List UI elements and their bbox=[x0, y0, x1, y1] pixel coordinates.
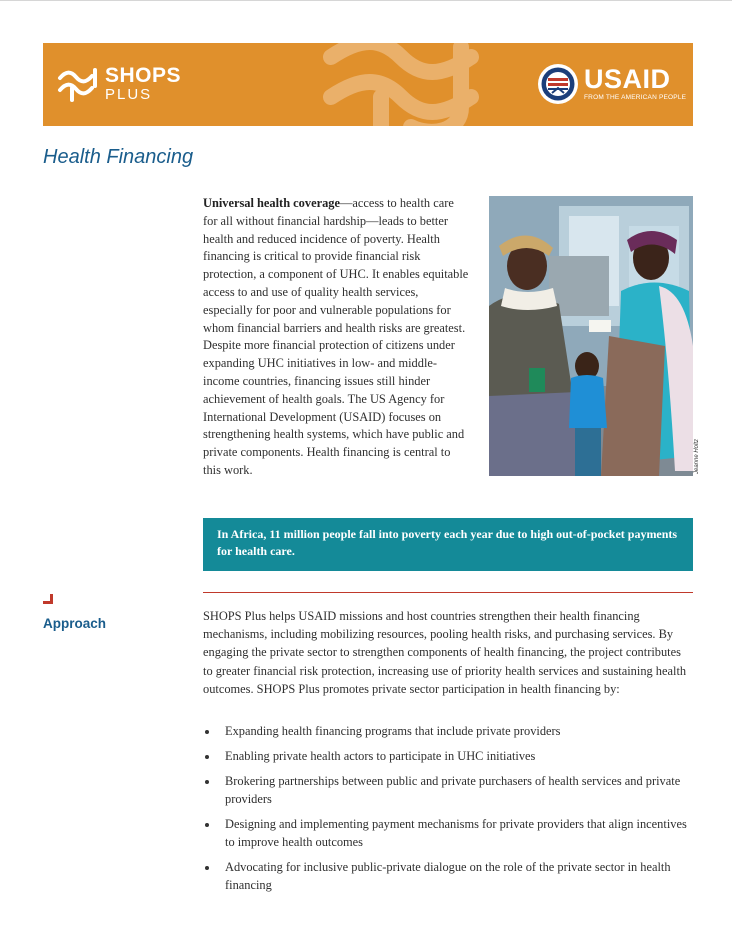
list-item bbox=[203, 772, 693, 808]
list-item bbox=[203, 858, 693, 894]
bullet-text: Brokering partnerships between public and private purchasers of health services and private providers bbox=[225, 773, 681, 806]
bullet-dot-icon bbox=[205, 730, 209, 734]
bullet-text: Expanding health financing programs that include private providers bbox=[225, 724, 561, 738]
approach-paragraph: SHOPS Plus helps USAID missions and host countries strengthen their health financing mechanisms, including mobilizing resources, pooling health risks, and purchasing services. By engaging the private sector to strengthen components of health financing, the project contributes to greater financial risk protection, increasing use of priority health services and sustaining health outcomes. SHOPS Plus promotes private sector participation in health financing by: bbox=[203, 609, 687, 696]
section-divider bbox=[203, 592, 693, 593]
shops-plus-mark-icon bbox=[57, 66, 101, 102]
photo-women-with-child bbox=[489, 196, 693, 476]
bullet-dot-icon bbox=[205, 755, 209, 759]
list-item bbox=[203, 815, 693, 851]
shops-watermark-graphic bbox=[321, 43, 521, 126]
shops-plus-logo bbox=[57, 65, 181, 102]
brand-line1: SHOPS bbox=[105, 64, 182, 87]
intro-paragraph bbox=[203, 195, 469, 480]
intro-body: —access to health care for all without financial hardship—leads to better health and reduced incidence of poverty. Health financing is critical to provide financial risk protection, a component of UHC. It enables equitable access to and use of quality health services, especially for poor and vulnerable populations for whom financial barriers and health risks are greatest. Despite more financial protection of citizens under expanding UHC initiatives in low- and middle-income countries, financing issues still hinder achievement of health goals. The US Agency for International Development (USAID) focuses on strengthening health systems, which have public and private components. Health financing is central to this work. bbox=[203, 196, 469, 477]
bullet-text: Designing and implementing payment mechanisms for private providers that align incentives to improve health outcomes bbox=[225, 816, 687, 849]
list-item bbox=[203, 747, 693, 765]
list-item bbox=[203, 722, 693, 740]
bullet-text: Enabling private health actors to participate in UHC initiatives bbox=[225, 748, 536, 763]
bullet-dot-icon bbox=[205, 780, 209, 784]
approach-heading: Approach bbox=[43, 616, 107, 631]
bullet-dot-icon bbox=[205, 866, 209, 870]
top-rule bbox=[0, 0, 732, 1]
usaid-wordmark: USAID bbox=[584, 64, 671, 95]
approach-bullet-list bbox=[203, 722, 693, 901]
corner-bracket-icon bbox=[43, 594, 53, 604]
intro-lead: Universal health coverage bbox=[203, 196, 340, 210]
page-title: Health Financing bbox=[43, 146, 194, 168]
header-banner bbox=[43, 43, 693, 126]
photo-credit: Jeanne Holtz bbox=[694, 438, 700, 474]
usaid-seal-icon bbox=[537, 63, 579, 105]
usaid-logo bbox=[537, 63, 686, 105]
bullet-dot-icon bbox=[205, 823, 209, 827]
bullet-text: Advocating for inclusive public-private dialogue on the role of the private sector in health financing bbox=[225, 859, 671, 892]
brand-line2: PLUS bbox=[105, 86, 153, 103]
statistic-callout: In Africa, 11 million people fall into poverty each year due to high out-of-pocket payments for health care. bbox=[203, 518, 693, 571]
usaid-tagline: FROM THE AMERICAN PEOPLE bbox=[584, 94, 687, 102]
